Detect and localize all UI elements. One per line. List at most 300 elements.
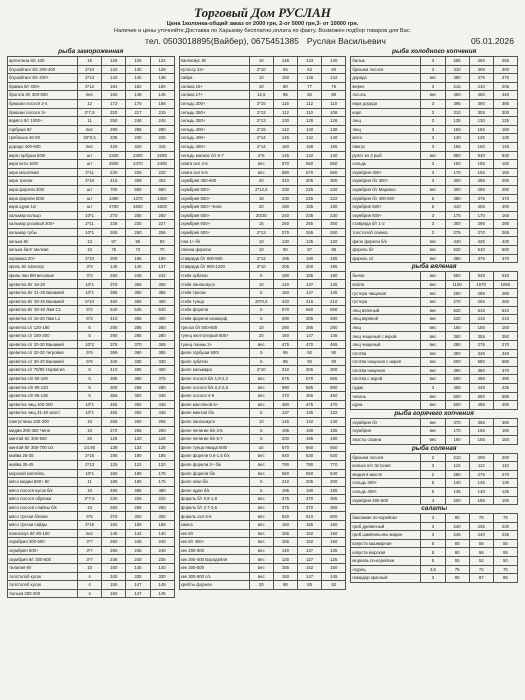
- pack-size: 3: [421, 168, 445, 177]
- table-row: [8, 194, 175, 203]
- price-tier-2: 145: [126, 564, 150, 573]
- price-tier-3: 128: [150, 443, 174, 452]
- price-tier-2: 182: [126, 82, 150, 91]
- pack-size: 15: [249, 220, 273, 229]
- table-row: [179, 546, 346, 555]
- price-tier-2: 195: [469, 496, 493, 505]
- price-tier-2: 205: [469, 453, 493, 462]
- price-tier-3: 227: [150, 220, 174, 229]
- product-name: икра трески: [8, 177, 78, 186]
- price-tier-2: 455: [126, 297, 150, 306]
- price-tier-3: 215: [150, 108, 174, 117]
- price-tier-1: 80: [445, 514, 469, 523]
- price-tier-3: 118: [150, 435, 174, 444]
- price-tier-1: 150: [102, 91, 126, 100]
- price-tier-1: 500: [445, 375, 469, 384]
- price-tier-2: 560: [298, 160, 322, 169]
- product-name: щука: [351, 401, 421, 410]
- table-row: [8, 289, 175, 298]
- price-tier-1: 415: [102, 177, 126, 186]
- price-tier-3: 50: [493, 557, 517, 566]
- pack-size: 2*12: [249, 108, 273, 117]
- product-name: форель б/г 0,9-1,8: [179, 495, 249, 504]
- price-tier-3: 110: [493, 462, 517, 471]
- price-tier-1: 620: [273, 512, 297, 521]
- price-tier-3: 490: [493, 375, 517, 384]
- table-row: [179, 151, 346, 160]
- price-tier-1: 250: [102, 271, 126, 280]
- pack-size: вес: [421, 254, 445, 263]
- table-row: [179, 374, 346, 383]
- pack-size: 2*7,5: [78, 495, 102, 504]
- product-name: густера чищеная: [351, 289, 421, 298]
- frozen-fish-continued-column: [179, 48, 347, 598]
- product-name: блуэайтинг 8/с 200-400: [8, 65, 78, 74]
- price-tier-3: 185: [322, 486, 346, 495]
- pack-size: вес: [249, 168, 273, 177]
- price-tier-2: 155: [298, 521, 322, 530]
- price-tier-2: 140: [126, 74, 150, 83]
- section-title: рыба горячего копчения: [394, 409, 474, 417]
- price-tier-3: 290: [493, 185, 517, 194]
- product-name: скумбрия 400-600: [351, 496, 421, 505]
- product-name: креветка с/п 90-120: [8, 383, 78, 392]
- price-tier-1: 280: [445, 341, 469, 350]
- price-tier-3: 230: [322, 211, 346, 220]
- price-tier-1: 205: [273, 263, 297, 272]
- product-name: плотва с икрой: [351, 375, 421, 384]
- table-row: [351, 375, 518, 384]
- pack-size: 2*13: [249, 117, 273, 126]
- product-name: вобла: [351, 280, 421, 289]
- product-name: пангасиус 8/г 80-100: [8, 529, 78, 538]
- table-row: [351, 401, 518, 410]
- table-row: [351, 246, 518, 255]
- pack-size: вес: [421, 91, 445, 100]
- price-tier-2: 285: [298, 323, 322, 332]
- product-name: форель б/г: [351, 246, 421, 255]
- price-tier-1: 2500: [102, 160, 126, 169]
- pack-size: 10: [249, 237, 273, 246]
- price-tier-2: 130: [469, 117, 493, 126]
- price-tier-2: 375: [469, 254, 493, 263]
- price-tier-2: 195: [298, 435, 322, 444]
- price-tier-2: 275: [469, 470, 493, 479]
- price-tier-1: 95: [273, 357, 297, 366]
- product-name: филе пелагии б/к 3-5: [179, 426, 249, 435]
- price-tier-3: 90: [322, 357, 346, 366]
- pack-size: 4: [78, 572, 102, 581]
- price-tier-1: 300: [445, 185, 469, 194]
- pack-size: 20: [78, 435, 102, 444]
- price-tier-3: 270: [493, 341, 517, 350]
- pack-size: 5: [249, 357, 273, 366]
- price-tier-3: 410: [322, 297, 346, 306]
- product-name: варвсо 8/г 1000+: [8, 117, 78, 126]
- table-row: [8, 314, 175, 323]
- pack-size: 10: [78, 426, 102, 435]
- pack-size: вес: [421, 435, 445, 444]
- product-name: сайра: [179, 74, 249, 83]
- product-name: сельдь 350+: [179, 117, 249, 126]
- price-tier-3: 280: [150, 323, 174, 332]
- table-row: [179, 91, 346, 100]
- price-tier-1: 60: [445, 539, 469, 548]
- price-tier-2: 195: [126, 254, 150, 263]
- price-tier-1: 132: [102, 65, 126, 74]
- price-tier-1: 138: [102, 443, 126, 452]
- product-name: филе масляной 6+: [179, 400, 249, 409]
- product-name: толстолоб кусок: [8, 581, 78, 590]
- product-name: филе лосося б/к 1,8-2,2: [179, 374, 249, 383]
- price-tier-1: 140: [445, 479, 469, 488]
- table-row: [351, 134, 518, 143]
- pack-size: вес: [421, 280, 445, 289]
- table-row: [351, 514, 518, 523]
- product-name: форель охл 5-6: [179, 512, 249, 521]
- table-row: [8, 306, 175, 315]
- price-tier-2: 78: [469, 514, 493, 523]
- price-tier-2: 305: [469, 65, 493, 74]
- price-tier-2: 140: [298, 125, 322, 134]
- pack-size: 3: [421, 160, 445, 169]
- pack-size: шт: [78, 160, 102, 169]
- company-title: Торговый Дом РУСЛАН: [194, 5, 331, 20]
- price-tier-2: 285: [298, 314, 322, 323]
- price-tier-2: 82: [298, 91, 322, 100]
- table-row: [179, 521, 346, 530]
- price-tier-1: 300: [445, 220, 469, 229]
- price-tier-1: 290: [102, 332, 126, 341]
- price-tier-3: 260: [493, 298, 517, 307]
- pack-size: 3: [421, 383, 445, 392]
- price-tier-1: 128: [102, 57, 126, 66]
- price-tier-2: 135: [469, 134, 493, 143]
- table-row: [8, 211, 175, 220]
- price-tier-2: 265: [126, 211, 150, 220]
- table-row: [179, 134, 346, 143]
- price-tier-3: 220: [150, 168, 174, 177]
- table-row: [179, 117, 346, 126]
- pack-size: 10*1: [78, 211, 102, 220]
- price-tier-2: 475: [298, 400, 322, 409]
- product-name: спинка форели: [179, 246, 249, 255]
- price-tier-2: 260: [126, 228, 150, 237]
- table-row: [351, 160, 518, 169]
- product-name: стейк зубатки: [179, 271, 249, 280]
- price-tier-2: 180: [126, 478, 150, 487]
- table-row: [351, 462, 518, 471]
- pack-size: 2*12: [249, 254, 273, 263]
- price-tier-1: 160: [445, 323, 469, 332]
- product-name: плотва чищеная с икрой: [351, 358, 421, 367]
- price-tier-2: 240: [126, 555, 150, 564]
- price-tier-2: 360: [126, 512, 150, 521]
- table-row: [351, 82, 518, 91]
- price-tier-3: 190: [493, 496, 517, 505]
- price-tier-1: 184: [102, 82, 126, 91]
- pack-size: 5: [78, 374, 102, 383]
- price-tier-3: 290: [493, 220, 517, 229]
- pack-size: 3*2: [78, 271, 102, 280]
- price-tier-3: 600: [322, 512, 346, 521]
- table-row: [8, 581, 175, 590]
- price-tier-2: 355: [469, 332, 493, 341]
- product-name: кальмар кольцо: [8, 211, 78, 220]
- price-tier-3: 370: [493, 194, 517, 203]
- price-tier-1: 270: [445, 298, 469, 307]
- price-tier-3: 400: [150, 366, 174, 375]
- pack-size: 12,5: [249, 91, 273, 100]
- price-tier-1: 265: [445, 57, 469, 66]
- price-tier-2: 405: [126, 314, 150, 323]
- product-name: мясо мидии 500+ 8/г: [8, 478, 78, 487]
- table-row: [351, 565, 518, 574]
- pack-size: вес: [421, 151, 445, 160]
- product-name: филе лосося 4-6: [179, 392, 249, 401]
- price-tier-2: 295: [469, 177, 493, 186]
- price-tier-2: 510: [469, 246, 493, 255]
- price-tier-3: 235: [150, 555, 174, 564]
- pack-size: 20: [249, 177, 273, 186]
- table-row: [179, 108, 346, 117]
- price-tier-2: 690: [126, 185, 150, 194]
- product-name: килька п/п Эстония: [351, 462, 421, 471]
- price-tier-1: 145: [273, 134, 297, 143]
- product-name: дорадо: [351, 74, 421, 83]
- product-name: лещ чищеный с икрой: [351, 332, 421, 341]
- pack-size: 3: [421, 177, 445, 186]
- price-tier-3: 240: [150, 546, 174, 555]
- section-title: салаты: [421, 505, 448, 513]
- table-row: [179, 125, 346, 134]
- price-tier-2: 660: [298, 306, 322, 315]
- price-tier-1: 290: [445, 289, 469, 298]
- table-row: [179, 340, 346, 349]
- product-name: филе кальмара: [179, 366, 249, 375]
- table-row: [351, 185, 518, 194]
- price-tier-2: 142: [298, 134, 322, 143]
- table-row: [8, 478, 175, 487]
- price-tier-1: 270: [102, 211, 126, 220]
- price-tier-2: 77: [298, 82, 322, 91]
- table-row: [8, 271, 175, 280]
- table-row: [351, 74, 518, 83]
- price-tier-1: 240: [445, 522, 469, 531]
- price-tier-2: 248: [126, 117, 150, 126]
- price-tier-3: 550: [322, 160, 346, 169]
- price-tier-3: 126: [322, 117, 346, 126]
- price-tier-2: 350: [126, 392, 150, 401]
- price-tier-2: 52: [469, 557, 493, 566]
- price-tier-1: 490: [102, 486, 126, 495]
- product-name: горбуша 8/г: [8, 125, 78, 134]
- price-tier-1: 395: [102, 289, 126, 298]
- pack-size: 10*1: [78, 228, 102, 237]
- price-tier-1: 440: [445, 237, 469, 246]
- pack-size: 2*15: [249, 125, 273, 134]
- product-name: тунец лоины 2+: [179, 340, 249, 349]
- price-tier-3: 435: [493, 383, 517, 392]
- product-name: креветка с/г 20-30 Ванамей: [8, 340, 78, 349]
- price-tier-2: 137: [298, 280, 322, 289]
- price-tier-1: 310: [273, 177, 297, 186]
- pack-size: вес: [249, 564, 273, 573]
- table-row: [351, 531, 518, 540]
- price-tier-2: 370: [298, 503, 322, 512]
- price-tier-2: 135: [298, 409, 322, 418]
- table-row: [351, 125, 518, 134]
- pack-size: 5: [421, 487, 445, 496]
- price-tier-3: 445: [150, 400, 174, 409]
- pack-size: 3: [421, 134, 445, 143]
- price-tier-1: 90: [445, 574, 469, 583]
- price-tier-2: 245: [126, 271, 150, 280]
- price-tier-1: 60: [445, 548, 469, 557]
- price-tier-3: 240: [150, 538, 174, 547]
- table-row: [8, 125, 175, 134]
- pack-size: 5: [249, 486, 273, 495]
- price-tier-3: 135: [322, 280, 346, 289]
- product-name: креветка с/г 20-30 тигровая: [8, 349, 78, 358]
- product-name: сельдь 400+: [179, 134, 249, 143]
- pack-size: 5*6: [78, 357, 102, 366]
- pack-size: 4: [421, 496, 445, 505]
- product-name: хамса: [179, 521, 249, 530]
- pack-size: 5*10: [78, 297, 102, 306]
- price-tier-1: 145: [102, 529, 126, 538]
- table-row: [8, 383, 175, 392]
- pack-size: вес: [421, 401, 445, 410]
- price-tier-2: 230: [126, 134, 150, 143]
- pack-size: вес: [249, 460, 273, 469]
- price-tier-2: 180: [126, 469, 150, 478]
- pack-size: 10: [78, 503, 102, 512]
- price-tier-2: 152: [298, 538, 322, 547]
- product-name: лещ вяленый: [351, 306, 421, 315]
- product-name: лещ: [351, 125, 421, 134]
- product-name: стейк пангасиуса: [179, 280, 249, 289]
- pack-size: 2*13: [78, 460, 102, 469]
- price-tier-2: 295: [469, 220, 493, 229]
- product-name: мойва 25-35: [8, 452, 78, 461]
- price-tier-3: 125: [322, 555, 346, 564]
- product-name: икра дорадо: [351, 99, 421, 108]
- price-tier-1: 280: [445, 470, 469, 479]
- product-name: толстолоб спинка: [351, 228, 421, 237]
- table-row: [8, 91, 175, 100]
- table-row: [8, 297, 175, 306]
- price-tier-1: 340: [102, 572, 126, 581]
- price-tier-3: 85: [493, 574, 517, 583]
- product-name: рулет из 3 рыб: [351, 151, 421, 160]
- product-name: салака 17+: [179, 91, 249, 100]
- price-tier-1: 135: [445, 117, 469, 126]
- price-tier-2: 225: [126, 168, 150, 177]
- price-tier-2: 390: [126, 289, 150, 298]
- pack-size: 5: [249, 314, 273, 323]
- product-name: хек 200-400 Бородейля: [179, 555, 249, 564]
- pack-size: вес: [249, 555, 273, 564]
- product-name: скумбрия б/г: [351, 418, 421, 427]
- price-tier-1: 950: [445, 151, 469, 160]
- product-name: путассу 23+: [179, 65, 249, 74]
- table-row: [351, 315, 518, 324]
- price-tier-3: 340: [493, 349, 517, 358]
- price-tier-1: 290: [102, 125, 126, 134]
- product-name: сельдь 450+: [179, 142, 249, 151]
- price-tier-2: 590: [469, 358, 493, 367]
- price-tier-2: 58: [469, 548, 493, 557]
- price-tier-1: 275: [445, 228, 469, 237]
- pack-size: 2*15: [249, 99, 273, 108]
- pack-size: 3: [421, 142, 445, 151]
- price-table: [350, 271, 518, 410]
- product-name: морской коктейль: [8, 469, 78, 478]
- price-tier-1: 270: [102, 426, 126, 435]
- table-row: [179, 211, 346, 220]
- pack-size: 3*7: [78, 538, 102, 547]
- price-tier-1: 210: [273, 478, 297, 487]
- product-name: креветка 8/г 21-25 Ванамей: [8, 289, 78, 298]
- price-tier-2: 265: [298, 228, 322, 237]
- table-row: [351, 341, 518, 350]
- price-tier-2: 255: [298, 220, 322, 229]
- table-row: [179, 237, 346, 246]
- table-row: [179, 572, 346, 581]
- price-tier-3: 145: [322, 289, 346, 298]
- price-tier-2: 146: [298, 74, 322, 83]
- price-tier-1: 230: [102, 168, 126, 177]
- price-tier-2: 2470: [126, 160, 150, 169]
- price-tier-1: 142: [273, 125, 297, 134]
- price-tier-2: 375: [469, 74, 493, 83]
- product-name: салака 15+: [179, 82, 249, 91]
- table-row: [8, 417, 175, 426]
- price-tier-2: 155: [469, 323, 493, 332]
- delivery-note: Наличие и цены уточняйте.Доставка по Харькову бесплатно,оплата по факту. Возможен подбор товаров для Вас.: [113, 28, 412, 34]
- price-tier-3: 146: [150, 91, 174, 100]
- table-row: [8, 168, 175, 177]
- pack-size: вес: [421, 306, 445, 315]
- price-tier-1: 340: [102, 357, 126, 366]
- price-tier-2: 135: [469, 479, 493, 488]
- pack-size: вес: [421, 358, 445, 367]
- product-name: скумбрия 600+: [179, 228, 249, 237]
- price-tier-3: 580: [493, 392, 517, 401]
- price-tier-3: 130: [493, 134, 517, 143]
- price-tier-2: 155: [469, 160, 493, 169]
- price-tier-2: 275: [469, 341, 493, 350]
- pack-size: 10: [249, 82, 273, 91]
- table-row: [351, 383, 518, 392]
- price-tier-1: 290: [273, 323, 297, 332]
- product-name: креветка чищ 100-200: [8, 400, 78, 409]
- price-tier-2: 485: [126, 486, 150, 495]
- pack-size: 5: [249, 409, 273, 418]
- product-name: скумбрия 8/г 300-500: [8, 555, 78, 564]
- product-name: филе горбуши 500г: [179, 349, 249, 358]
- price-tier-3: 345: [150, 392, 174, 401]
- pack-size: 2*15: [78, 452, 102, 461]
- table-row: [351, 358, 518, 367]
- price-tier-1: 155: [273, 538, 297, 547]
- price-tier-1: 190: [273, 203, 297, 212]
- price-tier-3: 450: [150, 297, 174, 306]
- table-row: [351, 496, 518, 505]
- pack-size: 6: [421, 194, 445, 203]
- pack-size: 10*1: [78, 289, 102, 298]
